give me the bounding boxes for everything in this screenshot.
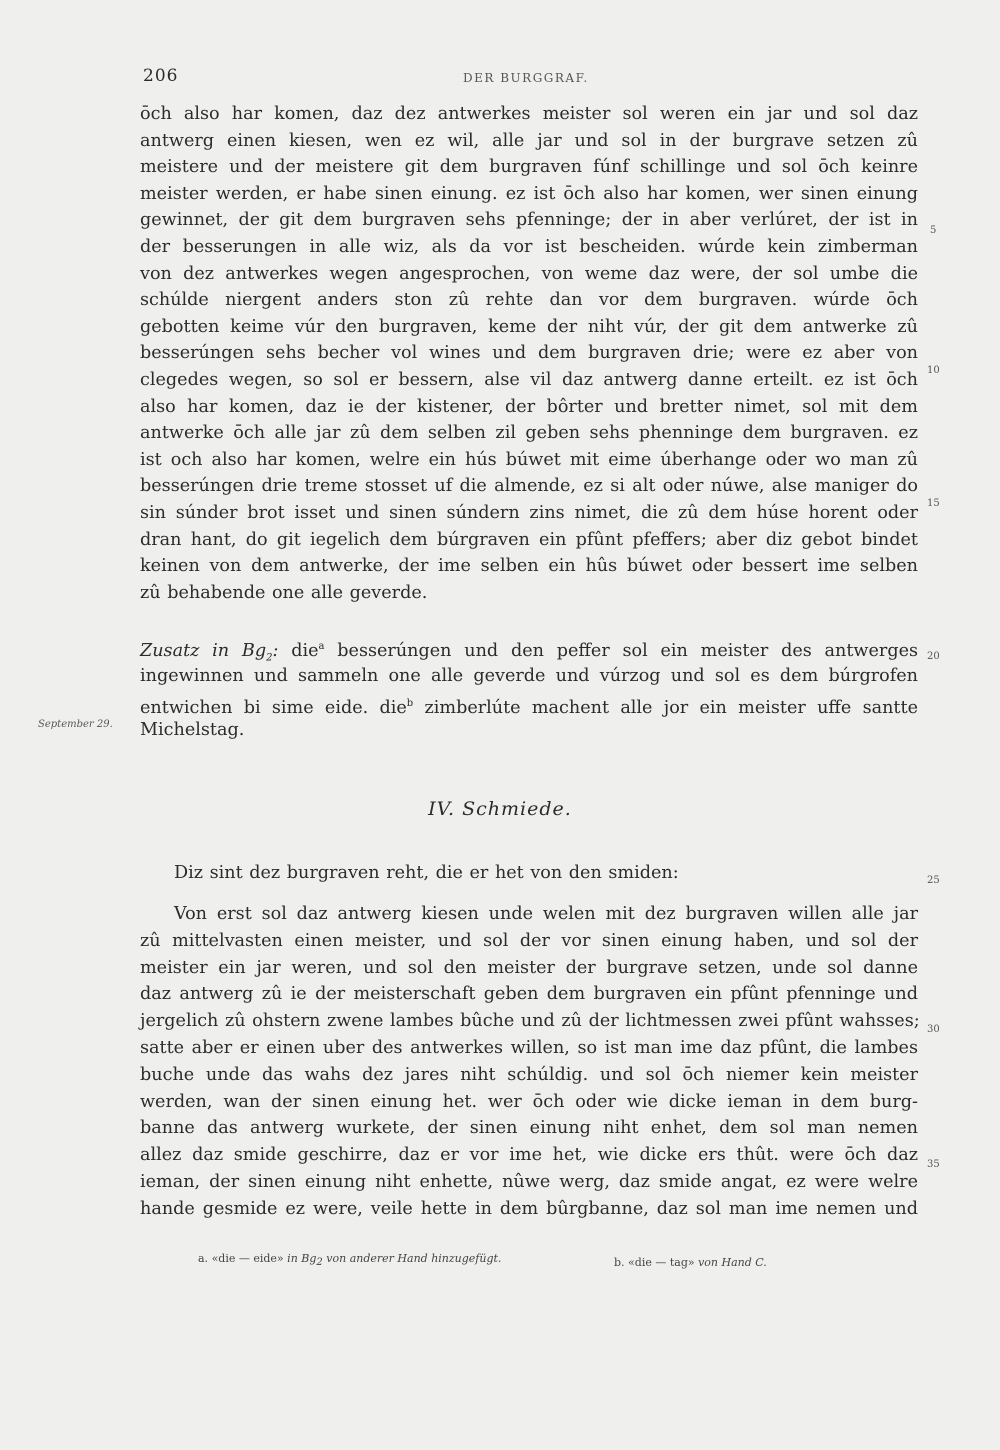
footnote-mark: a. xyxy=(198,1252,209,1265)
zusatz-colon: : xyxy=(272,640,279,661)
line-number: 20 xyxy=(927,651,940,662)
running-title: DER BURGGRAF. xyxy=(463,71,589,85)
footnote-text: von Hand C. xyxy=(698,1256,767,1269)
footnote-a xyxy=(198,1252,501,1268)
zusatz-label: Zusatz in Bg xyxy=(140,640,267,661)
footnote-ref-b: b xyxy=(406,698,414,709)
text-line: ōch also har komen, daz dez antwerkes meister sol weren ein jar und sol daz xyxy=(140,104,918,124)
text-line: antwerg einen kiesen, wen ez wil, alle jar und sol in der burgrave setzen zû xyxy=(140,130,918,151)
page-number: 206 xyxy=(143,66,179,86)
zusatz-text: zimberlúte machent alle jor ein meister uffe santte xyxy=(424,697,918,718)
zusatz-line-3 xyxy=(140,691,918,717)
text-line: hande gesmide ez were, veile hette in dem bûrgbanne, daz sol man ime nemen und xyxy=(140,1198,918,1219)
footnote-text: in Bg xyxy=(287,1252,317,1265)
line-number: 35 xyxy=(927,1159,940,1170)
text-line: besserúngen drie treme stosset uf die almende, ez si alt oder núwe, alse maniger do xyxy=(140,476,918,497)
text-line: zû behabende one alle geverde. xyxy=(140,582,428,603)
text-line: meister ein jar weren, und sol den meister der burgrave setzen, unde sol danne xyxy=(140,957,918,978)
text-line: allez daz smide geschirre, daz er vor ime het, wie dicke ers thût. were ōch daz xyxy=(140,1145,918,1166)
text-line: von dez antwerkes wegen angesprochen, von weme daz were, der sol umbe die xyxy=(140,263,918,284)
zusatz-line-2: ingewinnen und sammeln one alle geverde und vúrzog und sol es dem búrgrofen xyxy=(140,666,918,686)
text-line: daz antwerg zû ie der meisterschaft geben dem burgraven ein pfûnt pfenninge und xyxy=(140,984,918,1005)
text-line: satte aber er einen uber des antwerkes willen, so ist man ime daz pfûnt, die lambes xyxy=(140,1038,918,1058)
text-line: banne das antwerg wurkete, der sinen einung niht enhet, dem sol man nemen xyxy=(140,1118,918,1139)
footnote-mark: b. xyxy=(614,1256,625,1269)
text-line: ieman, der sinen einung niht enhette, nûwe werg, daz smide angat, ez were welre xyxy=(140,1172,918,1192)
footnote-text: von anderer Hand hinzugefügt. xyxy=(326,1252,502,1265)
zusatz-label-sub: 2 xyxy=(266,652,273,664)
line-number: 5 xyxy=(930,225,937,236)
text-line: buche unde das wahs dez jares niht schúldig. und sol ōch niemer kein meister xyxy=(140,1064,918,1085)
zusatz-first-word: die xyxy=(291,640,319,661)
zusatz-text: besserúngen und den peffer sol ein meister des antwerges xyxy=(337,640,919,661)
footnote-quote: «die — tag» xyxy=(628,1256,695,1269)
section-title: IV. Schmiede. xyxy=(428,798,572,820)
text-line: meister werden, er habe sinen einung. ez ist ōch also har komen, wer sinen einung xyxy=(140,183,918,204)
line-number: 15 xyxy=(927,498,940,509)
margin-date: September 29. xyxy=(38,719,113,730)
text-line: gebotten keime vúr den burgraven, keme der niht vúr, der git dem antwerke zû xyxy=(140,316,918,337)
text-line: Von erst sol daz antwerg kiesen unde welen mit dez burgraven willen alle jar xyxy=(174,904,918,924)
text-line: antwerke ōch alle jar zû dem selben zil geben sehs phenninge dem burgraven. ez xyxy=(140,423,918,444)
zusatz-text: entwichen bi sime eide. die xyxy=(140,697,407,718)
section-intro: Diz sint dez burgraven reht, die er het von den smiden: xyxy=(174,863,679,883)
zusatz-line-1 xyxy=(140,634,919,664)
text-line: ist och also har komen, welre ein hús búwet mit eime úberhange oder wo man zû xyxy=(140,449,918,470)
text-line: clegedes wegen, so sol er bessern, alse vil daz antwerg danne erteilt. ez ist ōch xyxy=(140,370,918,390)
footnote-ref-a: a xyxy=(318,641,325,652)
line-number: 30 xyxy=(927,1024,940,1035)
text-line: meistere und der meistere git dem burgraven fúnf schillinge und sol ōch keinre xyxy=(140,157,918,178)
zusatz-line-4: Michelstag. xyxy=(140,720,245,740)
text-line: sin súnder brot isset und sinen súndern zins nimet, die zû dem húse horent oder xyxy=(140,503,918,523)
line-number: 25 xyxy=(927,875,940,886)
text-line: also har komen, daz ie der kistener, der bôrter und bretter nimet, sol mit dem xyxy=(140,396,918,417)
footnote-b xyxy=(614,1256,767,1269)
text-line: werden, wan der sinen einung het. wer ōch oder wie dicke ieman in dem burg- xyxy=(140,1091,918,1112)
line-number: 10 xyxy=(927,365,940,376)
text-line: gewinnet, der git dem burgraven sehs pfenninge; der in aber verlúret, der ist in xyxy=(140,210,918,231)
text-line: der besserungen in alle wiz, als da vor ist bescheiden. wúrde kein zimberman xyxy=(140,237,918,257)
text-line: schúlde niergent anders ston zû rehte dan vor dem burgraven. wúrde ōch xyxy=(140,290,918,311)
footnote-sub: 2 xyxy=(316,1257,323,1269)
text-line: dran hant, do git iegelich dem búrgraven ein pfûnt pfeffers; aber diz gebot bindet xyxy=(140,529,918,550)
text-line: keinen von dem antwerke, der ime selben ein hûs búwet oder bessert ime selben xyxy=(140,556,918,577)
text-line: jergelich zû ohstern zwene lambes bûche und zû der lichtmessen zwei pfûnt wahsses; xyxy=(140,1011,920,1032)
footnote-quote: «die — eide» xyxy=(211,1252,284,1265)
text-line: zû mittelvasten einen meister, und sol der vor sinen einung haben, und sol der xyxy=(140,930,918,951)
text-line: besserúngen sehs becher vol wines und dem burgraven drie; were ez aber von xyxy=(140,343,918,364)
